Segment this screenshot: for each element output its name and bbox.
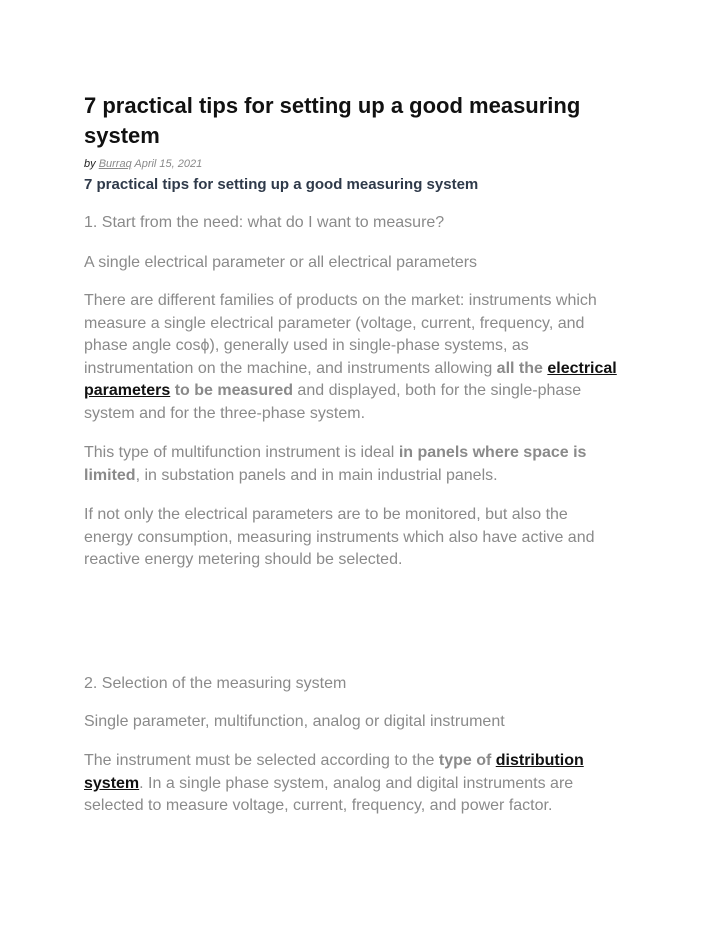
publish-date: April 15, 2021	[134, 158, 203, 170]
distribution-system-link-cont[interactable]: system	[84, 774, 140, 792]
byline-by: by	[84, 158, 96, 170]
paragraph-line: If not only the electrical parameters are to be monitored, but also the	[84, 506, 568, 523]
section2-heading: 2. Selection of the measuring system	[84, 675, 347, 692]
section2-paragraph-1	[84, 750, 644, 818]
paragraph-line	[84, 380, 644, 403]
paragraph-line	[84, 773, 644, 796]
article-title: 7 practical tips for setting up a good measuring system	[84, 93, 581, 148]
paragraph-line: phase angle cosϕ), generally used in single-phase systems, as	[84, 337, 529, 355]
paragraph-line	[84, 750, 644, 773]
section1-paragraph-2	[84, 442, 644, 487]
paragraph-text: , in substation panels and in main industrial panels.	[135, 466, 498, 484]
paragraph-text: The instrument must be selected according to the	[84, 752, 439, 769]
paragraph-line: energy consumption, measuring instruments which also have active and	[84, 528, 595, 546]
distribution-system-link[interactable]: distribution	[495, 752, 584, 769]
section2-subheading: Single parameter, multifunction, analog or digital instrument	[84, 713, 505, 730]
paragraph-text: and displayed, both for the single-phase	[292, 382, 582, 400]
electrical-parameters-link[interactable]: electrical	[547, 359, 617, 377]
paragraph-line	[84, 465, 644, 488]
section1-paragraph-3	[84, 504, 644, 572]
author-link[interactable]: Burraq	[98, 158, 132, 170]
emphasis-text: type of	[438, 752, 496, 769]
section1-paragraph-1	[84, 290, 644, 426]
emphasis-text: all the	[496, 359, 548, 377]
paragraph-line: system and for the three-phase system.	[84, 404, 366, 422]
paragraph-text: This type of multifunction instrument is ideal	[84, 444, 399, 461]
emphasis-text: limited	[84, 466, 136, 484]
paragraph-line: There are different families of products on the market: instruments which	[84, 292, 597, 309]
paragraph-line: measure a single electrical parameter (voltage, current, frequency, and	[84, 314, 585, 332]
emphasis-text: to be measured	[170, 382, 293, 400]
section1-subheading: A single electrical parameter or all electrical parameters	[84, 254, 478, 271]
paragraph-line	[84, 358, 644, 381]
paragraph-text: . In a single phase system, analog and digital instruments are	[139, 774, 574, 792]
paragraph-line	[84, 442, 644, 465]
article-subtitle: 7 practical tips for setting up a good measuring system	[84, 176, 479, 193]
paragraph-line: selected to measure voltage, current, frequency, and power factor.	[84, 797, 553, 815]
electrical-parameters-link-cont[interactable]: parameters	[84, 382, 171, 400]
article-byline	[84, 157, 202, 171]
paragraph-text: instrumentation on the machine, and instruments allowing	[84, 359, 497, 377]
paragraph-line: reactive energy metering should be selected.	[84, 551, 403, 569]
emphasis-text: in panels where space is	[398, 444, 587, 461]
section1-heading: 1. Start from the need: what do I want to measure?	[84, 214, 445, 231]
